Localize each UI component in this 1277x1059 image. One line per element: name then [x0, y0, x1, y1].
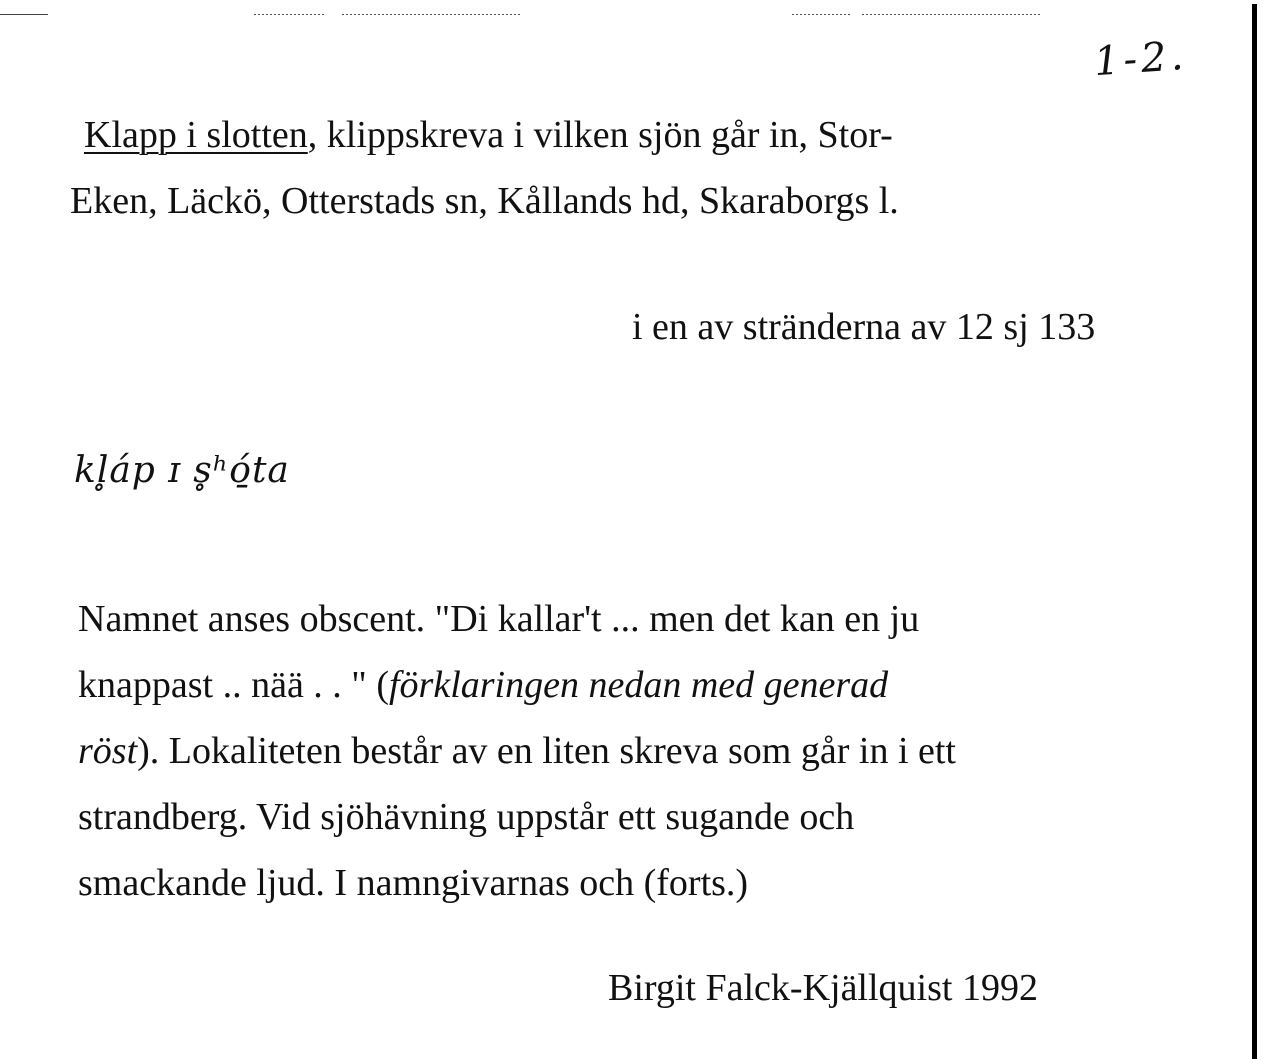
scan-edge-mark [342, 14, 522, 15]
description-italic: förklaringen nedan med generad [388, 664, 889, 706]
description-text: knappast .. nää . . " ( [78, 664, 389, 706]
description-paragraph [78, 586, 1228, 916]
card-number: 1-2. [1092, 32, 1189, 86]
scan-edge-mark [254, 14, 324, 15]
source-reference: i en av stränderna av 12 sj 133 [632, 306, 1096, 348]
heading-rest: , klippskreva i vilken sjön går in, Stor- [307, 114, 893, 156]
scan-edge-mark [862, 14, 1042, 15]
description-line [78, 652, 1228, 718]
description-line: smackande ljud. I namngivarnas och (forts.) [78, 862, 749, 904]
description-italic: röst [78, 730, 138, 772]
scan-edge-border [1252, 4, 1257, 1059]
description-line [78, 718, 1228, 784]
description-line: strandberg. Vid sjöhävning uppstår ett sugande och [78, 796, 855, 838]
location-line: Eken, Läckö, Otterstads sn, Kållands hd, Skaraborgs l. [70, 180, 899, 222]
signature: Birgit Falck-Kjällquist 1992 [608, 967, 1038, 1009]
description-text: ). Lokaliteten består av en liten skreva som går in i ett [137, 730, 956, 772]
headword: Klapp i slotten [84, 114, 308, 156]
description-line: Namnet anses obscent. "Di kallar't ... men det kan en ju [78, 598, 920, 640]
scan-edge-mark [0, 14, 48, 15]
scan-edge-mark [792, 14, 852, 15]
heading-line [84, 116, 893, 154]
phonetic-transcription: kl̥áp ɪ s̥ʰó̱ta [74, 450, 290, 491]
